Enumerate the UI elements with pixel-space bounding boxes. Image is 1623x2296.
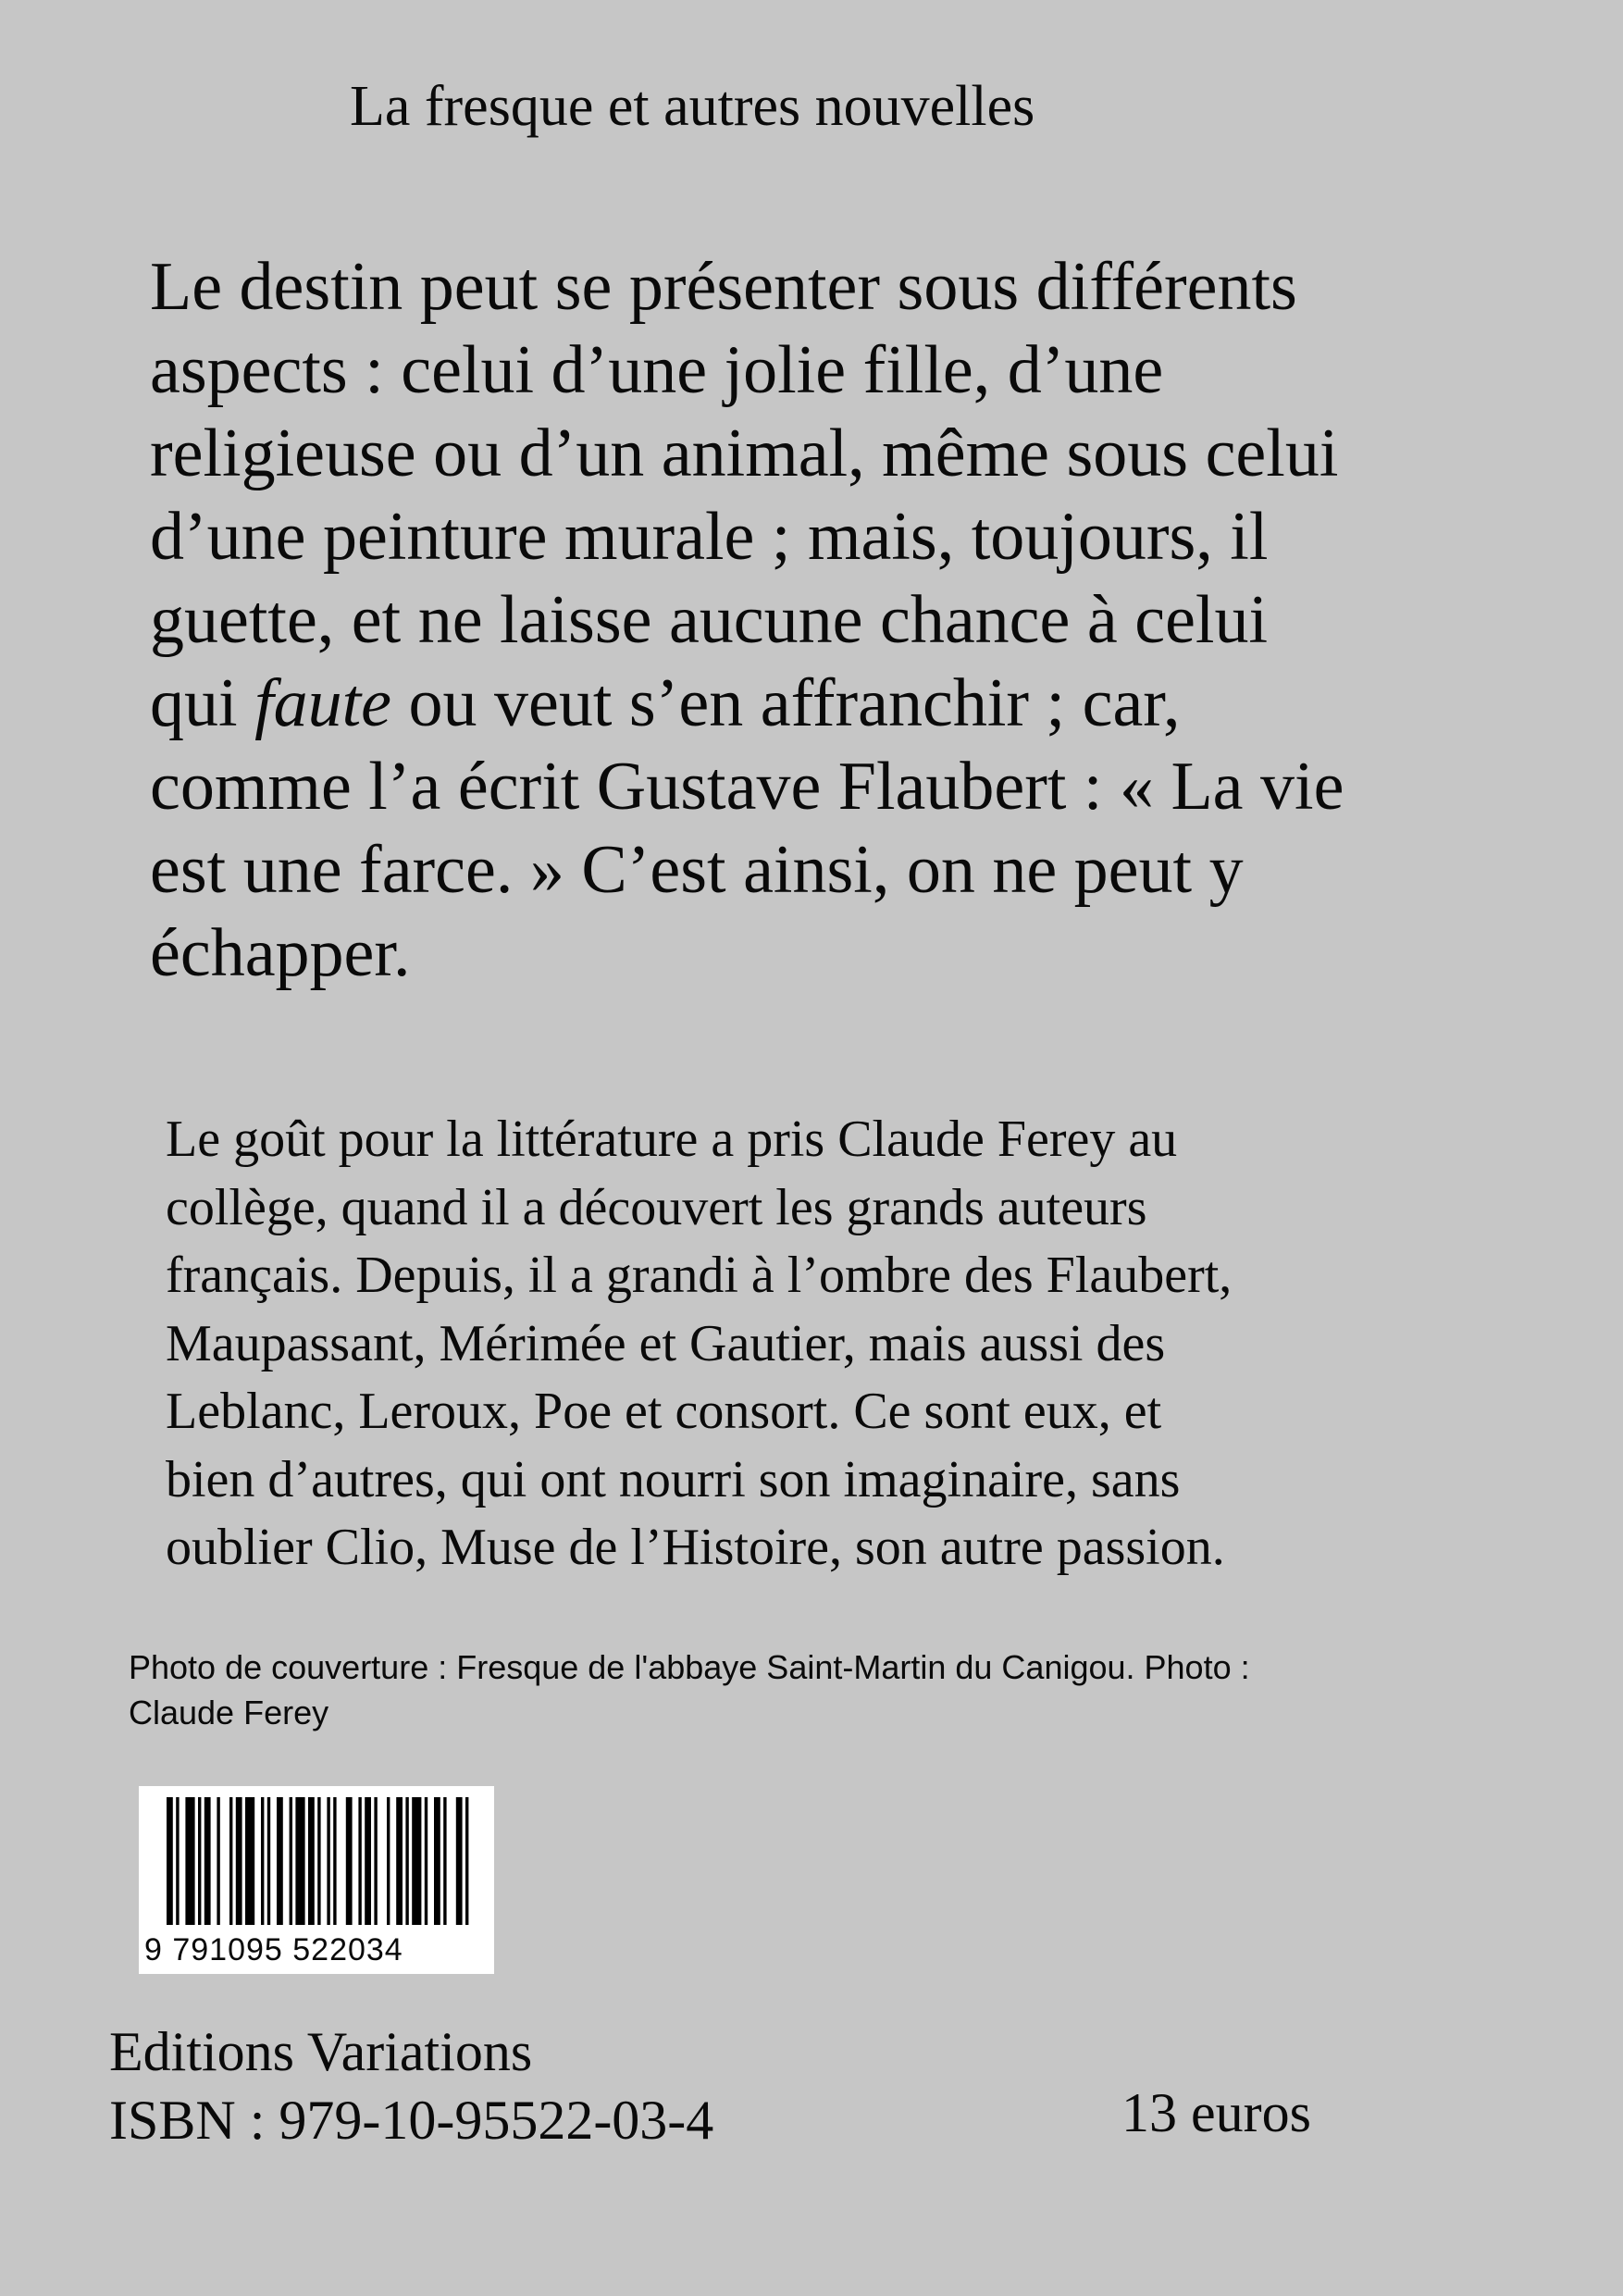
barcode-bar [295,1797,304,1925]
barcode-bars [139,1786,494,1934]
blurb-line: guette, et ne laisse aucune chance à celui [150,582,1269,658]
blurb-line: est une farce. » C’est ainsi, on ne peut y [150,832,1244,908]
barcode-bar [412,1797,421,1925]
barcode-bar [261,1797,264,1925]
barcode-bar [396,1797,403,1925]
blurb-line: Le destin peut se présenter sous différents [150,249,1297,325]
blurb-text: ou veut s’en affranchir ; car, [391,665,1181,741]
barcode-bar [308,1797,315,1925]
isbn-text: ISBN : 979-10-95522-03-4 [109,2090,714,2151]
barcode-bar [290,1797,292,1925]
blurb-line: comme l’a écrit Gustave Flaubert : « La vie [150,749,1344,825]
blurb-paragraph [150,245,1603,995]
barcode-bar [358,1797,361,1925]
blurb-line: d’une peinture murale ; mais, toujours, il [150,499,1269,575]
bio-line: français. Depuis, il a grandi à l’ombre des Flaubert, [166,1247,1233,1304]
barcode-bar [456,1797,463,1925]
photo-credit [129,1644,1498,1735]
barcode-bar [434,1797,440,1925]
barcode-bar [198,1797,201,1925]
author-bio [166,1106,1609,1582]
barcode-bar [236,1797,242,1925]
barcode-bar [374,1797,377,1925]
blurb-text: qui [150,665,255,741]
publisher-block [109,2017,713,2154]
credit-line: Claude Ferey [129,1694,329,1731]
credit-line: Photo de couverture : Fresque de l'abbaye Saint-Martin du Canigou. Photo : [129,1648,1250,1686]
barcode-bar [185,1797,194,1925]
barcode-bar [387,1797,390,1925]
barcode-bar [425,1797,427,1925]
barcode-bar [267,1797,270,1925]
barcode-bar [317,1797,320,1925]
bio-line: bien d’autres, qui ont nourri son imaginaire, sans [166,1450,1181,1508]
price: 13 euros [1121,2082,1311,2143]
blurb-line: échapper. [150,915,411,991]
barcode-bar [333,1797,336,1925]
bio-line: collège, quand il a découvert les grands auteurs [166,1178,1147,1236]
bio-line: Leblanc, Leroux, Poe et consort. Ce sont eux, et [166,1383,1162,1440]
barcode-bar [176,1797,179,1925]
blurb-line: aspects : celui d’une jolie fille, d’une [150,332,1164,408]
barcode-bar [465,1797,468,1925]
blurb-line [150,662,1603,745]
isbn-barcode [139,1786,494,1974]
barcode-bar [217,1797,219,1925]
barcode-bar [277,1797,283,1925]
book-title: La fresque et autres nouvelles [350,75,1035,138]
barcode-bar [405,1797,408,1925]
barcode-bar [245,1797,254,1925]
barcode-digits: 9 791095 522034 [144,1932,403,1967]
bio-line: Maupassant, Mérimée et Gautier, mais aussi des [166,1314,1166,1372]
barcode-bar [229,1797,232,1925]
barcode-bar [346,1797,353,1925]
barcode-bar [204,1797,211,1925]
blurb-italic-word: faute [254,665,392,741]
barcode-bar [167,1797,173,1925]
blurb-line: religieuse ou d’un animal, même sous celui [150,416,1339,491]
bio-line: Le goût pour la littérature a pris Claude Ferey au [166,1111,1178,1168]
publisher-name: Editions Variations [109,2021,533,2082]
bio-line: oublier Clio, Muse de l’Histoire, son autre passion. [166,1519,1225,1576]
barcode-bar [327,1797,329,1925]
barcode-bar [443,1797,446,1925]
barcode-bar [365,1797,371,1925]
